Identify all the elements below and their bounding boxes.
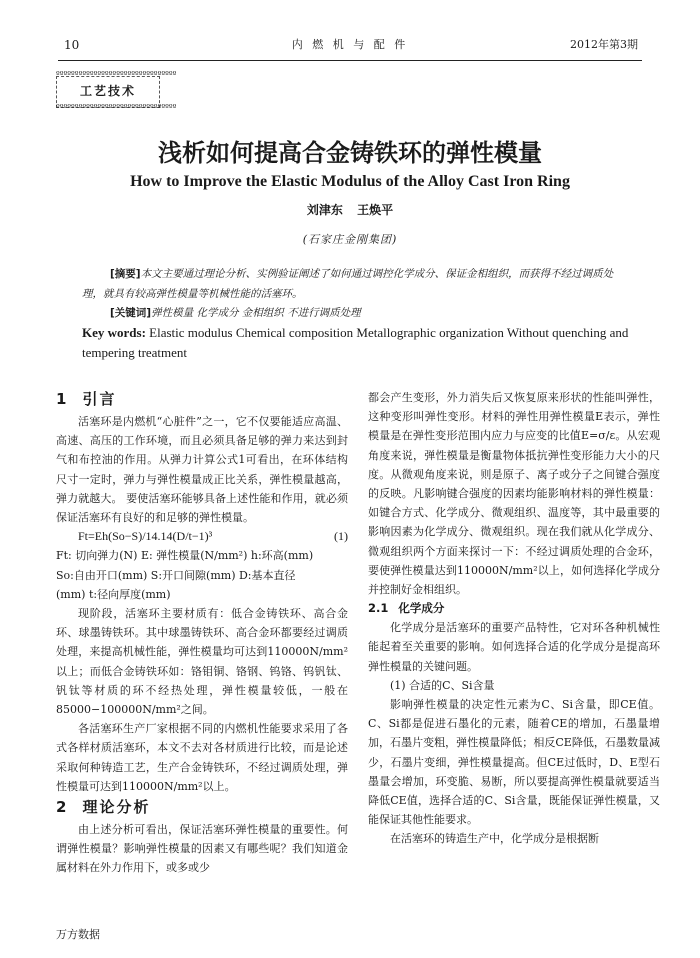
section-2-1-heading xyxy=(368,599,660,618)
section-number: 2.1 xyxy=(368,601,389,616)
list-item: (1) 合适的C、Si含量 xyxy=(390,678,495,692)
paragraph: 由上述分析可看出，保证活塞环弹性模量的重要性。何谓弹性模量？影响弹性模量的因素又有哪些呢？我们知道金属材料在外力作用下，或多或少 xyxy=(56,823,348,875)
keywords-cn-label: [关键词] xyxy=(110,307,152,319)
keywords-en xyxy=(82,323,630,363)
page-number: 10 xyxy=(64,38,80,52)
formula xyxy=(56,527,348,546)
section-title: 理论分析 xyxy=(82,798,151,817)
article-title-en: How to Improve the Elastic Modulus of the Alloy Cast Iron Ring xyxy=(130,173,570,190)
keywords-cn-text: 弹性模量 化学成分 金相组织 不进行调质处理 xyxy=(151,307,361,319)
affiliation: (石家庄金刚集团) xyxy=(302,233,398,246)
formula-variables: Ft: 切向弹力(N) E: 弹性模量(N/mm²) h:环高(mm) xyxy=(56,549,314,563)
section-title: 化学成分 xyxy=(398,601,445,616)
keywords-en-label: Key words: xyxy=(82,325,146,340)
formula-number: (1) xyxy=(334,529,348,544)
journal-title: 内 燃 机 与 配 件 xyxy=(291,38,409,51)
paragraph: 影响弹性模量的决定性元素为C、Si含量，即CE值。C、Si都是促进石墨化的元素，随着CE的增加，石墨量增加，石墨片变粗，弹性模量降低；相反CE降低，石墨数量减少，石墨片变细，弹性模量提高。但CE过低时，D、E型石墨量会增加，环变脆、易断，所以要提高弹性模量就要适当降低CE值，选择合适的C、Si含量，既能保证弹性模量，又能保证其他性能要求。 xyxy=(368,698,660,827)
section-number: 1 xyxy=(56,390,69,408)
category-border-bottom: ºººººººººººººººººººººººººººººººº xyxy=(56,103,177,112)
formula-variables: (mm) t:径向厚度(mm) xyxy=(56,587,171,601)
section-1-heading xyxy=(56,388,348,410)
footer-watermark: 万方数据 xyxy=(56,928,100,941)
paragraph: 在活塞环的铸造生产中，化学成分是根据断 xyxy=(390,832,599,846)
abstract-text: 本文主要通过理论分析、实例验证阐述了如何通过调控化学成分、保证金相组织，而获得不经过调质处理，就具有较高弹性模量等机械性能的活塞环。 xyxy=(82,268,614,300)
abstract xyxy=(82,264,630,304)
paragraph: 活塞环是内燃机“心脏件”之一，它不仅要能适应高温、高速、高压的工作环境，而且必须具备足够的弹力来达到封气和布控油的作用。从弹力计算公式1可看出，在环体结构尺寸一定时，弹力与弹性模量成正比关系，弹性模量越高，弹力就越大。 要使活塞环能够具备上述性能和作用，就必须保证活塞环有良好的和足够的弹性模量。 xyxy=(56,415,348,525)
formula-expression: Ft=Eh(So−S)/14.14(D/t−1)³ xyxy=(78,529,213,544)
right-column xyxy=(368,388,660,849)
formula-variables: So:自由开口(mm) S:开口间隙(mm) D:基本直径 xyxy=(56,568,296,582)
abstract-label: [摘要] xyxy=(110,268,141,280)
category-label: 工艺技术 xyxy=(79,84,136,98)
category-border-top: ºººººººººººººººººººººººººººººººº xyxy=(56,70,177,79)
keywords-en-text: Elastic modulus Chemical composition Metallographic organization Without quenching and tempering treatment xyxy=(82,325,629,360)
keywords-cn xyxy=(82,303,630,323)
left-column xyxy=(56,388,348,878)
paragraph: 各活塞环生产厂家根据不同的内燃机性能要求采用了各式各样材质活塞环，本文不去对各材质进行比较，而是论述采取何种铸造工艺，生产合金铸铁环，不经过调质处理，弹性模量可达到110000N/mm²以上。 xyxy=(56,722,348,793)
paragraph: 化学成分是活塞环的重要产品特性，它对环各种机械性能起着至关重要的影响。如何选择合适的化学成分是提高环弹性模量的关键问题。 xyxy=(368,621,660,673)
paragraph: 现阶段，活塞环主要材质有：低合金铸铁环、高合金环、球墨铸铁环。其中球墨铸铁环、高合金环都要经过调质处理，来提高机械性能，弹性模量均可达到110000N/mm²以上；而低合金铸铁环如：铬钼铜、铬钢、钨铬、钨钒钛、钒钛等材质的环不经热处理，弹性模量较低，一般在85000−100000N/mm²之间。 xyxy=(56,607,348,717)
article-title-cn: 浅析如何提高合金铸铁环的弹性模量 xyxy=(158,139,542,167)
paragraph: 都会产生变形，外力消失后又恢复原来形状的性能叫弹性，这种变形叫弹性变形。材料的弹性用弹性模量E表示，弹性模量是在弹性变形范围内应力与应变的比值E=σ/ε。从宏观角度来说，弹性模量是衡量物体抵抗弹性变形能力大小的尺度。从微观角度来说，则是原子、离子或分子之间键合强度的反映。凡影响键合强度的因素均能影响材料的弹性模量：如键合方式、化学成分、微观组织、温度等，其中最重要的影响因素为化学成分、微观组织。现在我们就从化学成分、微观组织两个方面来探讨一下：不经过调质处理的合金环，要使弹性模量达到110000N/mm²以上，如何选择化学成分并控制好金相组织。 xyxy=(368,391,660,597)
section-number: 2 xyxy=(56,798,69,817)
authors: 刘津东 王焕平 xyxy=(306,203,394,217)
header-rule xyxy=(58,60,642,61)
section-title: 引言 xyxy=(82,390,117,408)
section-2-heading xyxy=(56,796,348,818)
issue-label: 2012年第3期 xyxy=(570,38,638,51)
